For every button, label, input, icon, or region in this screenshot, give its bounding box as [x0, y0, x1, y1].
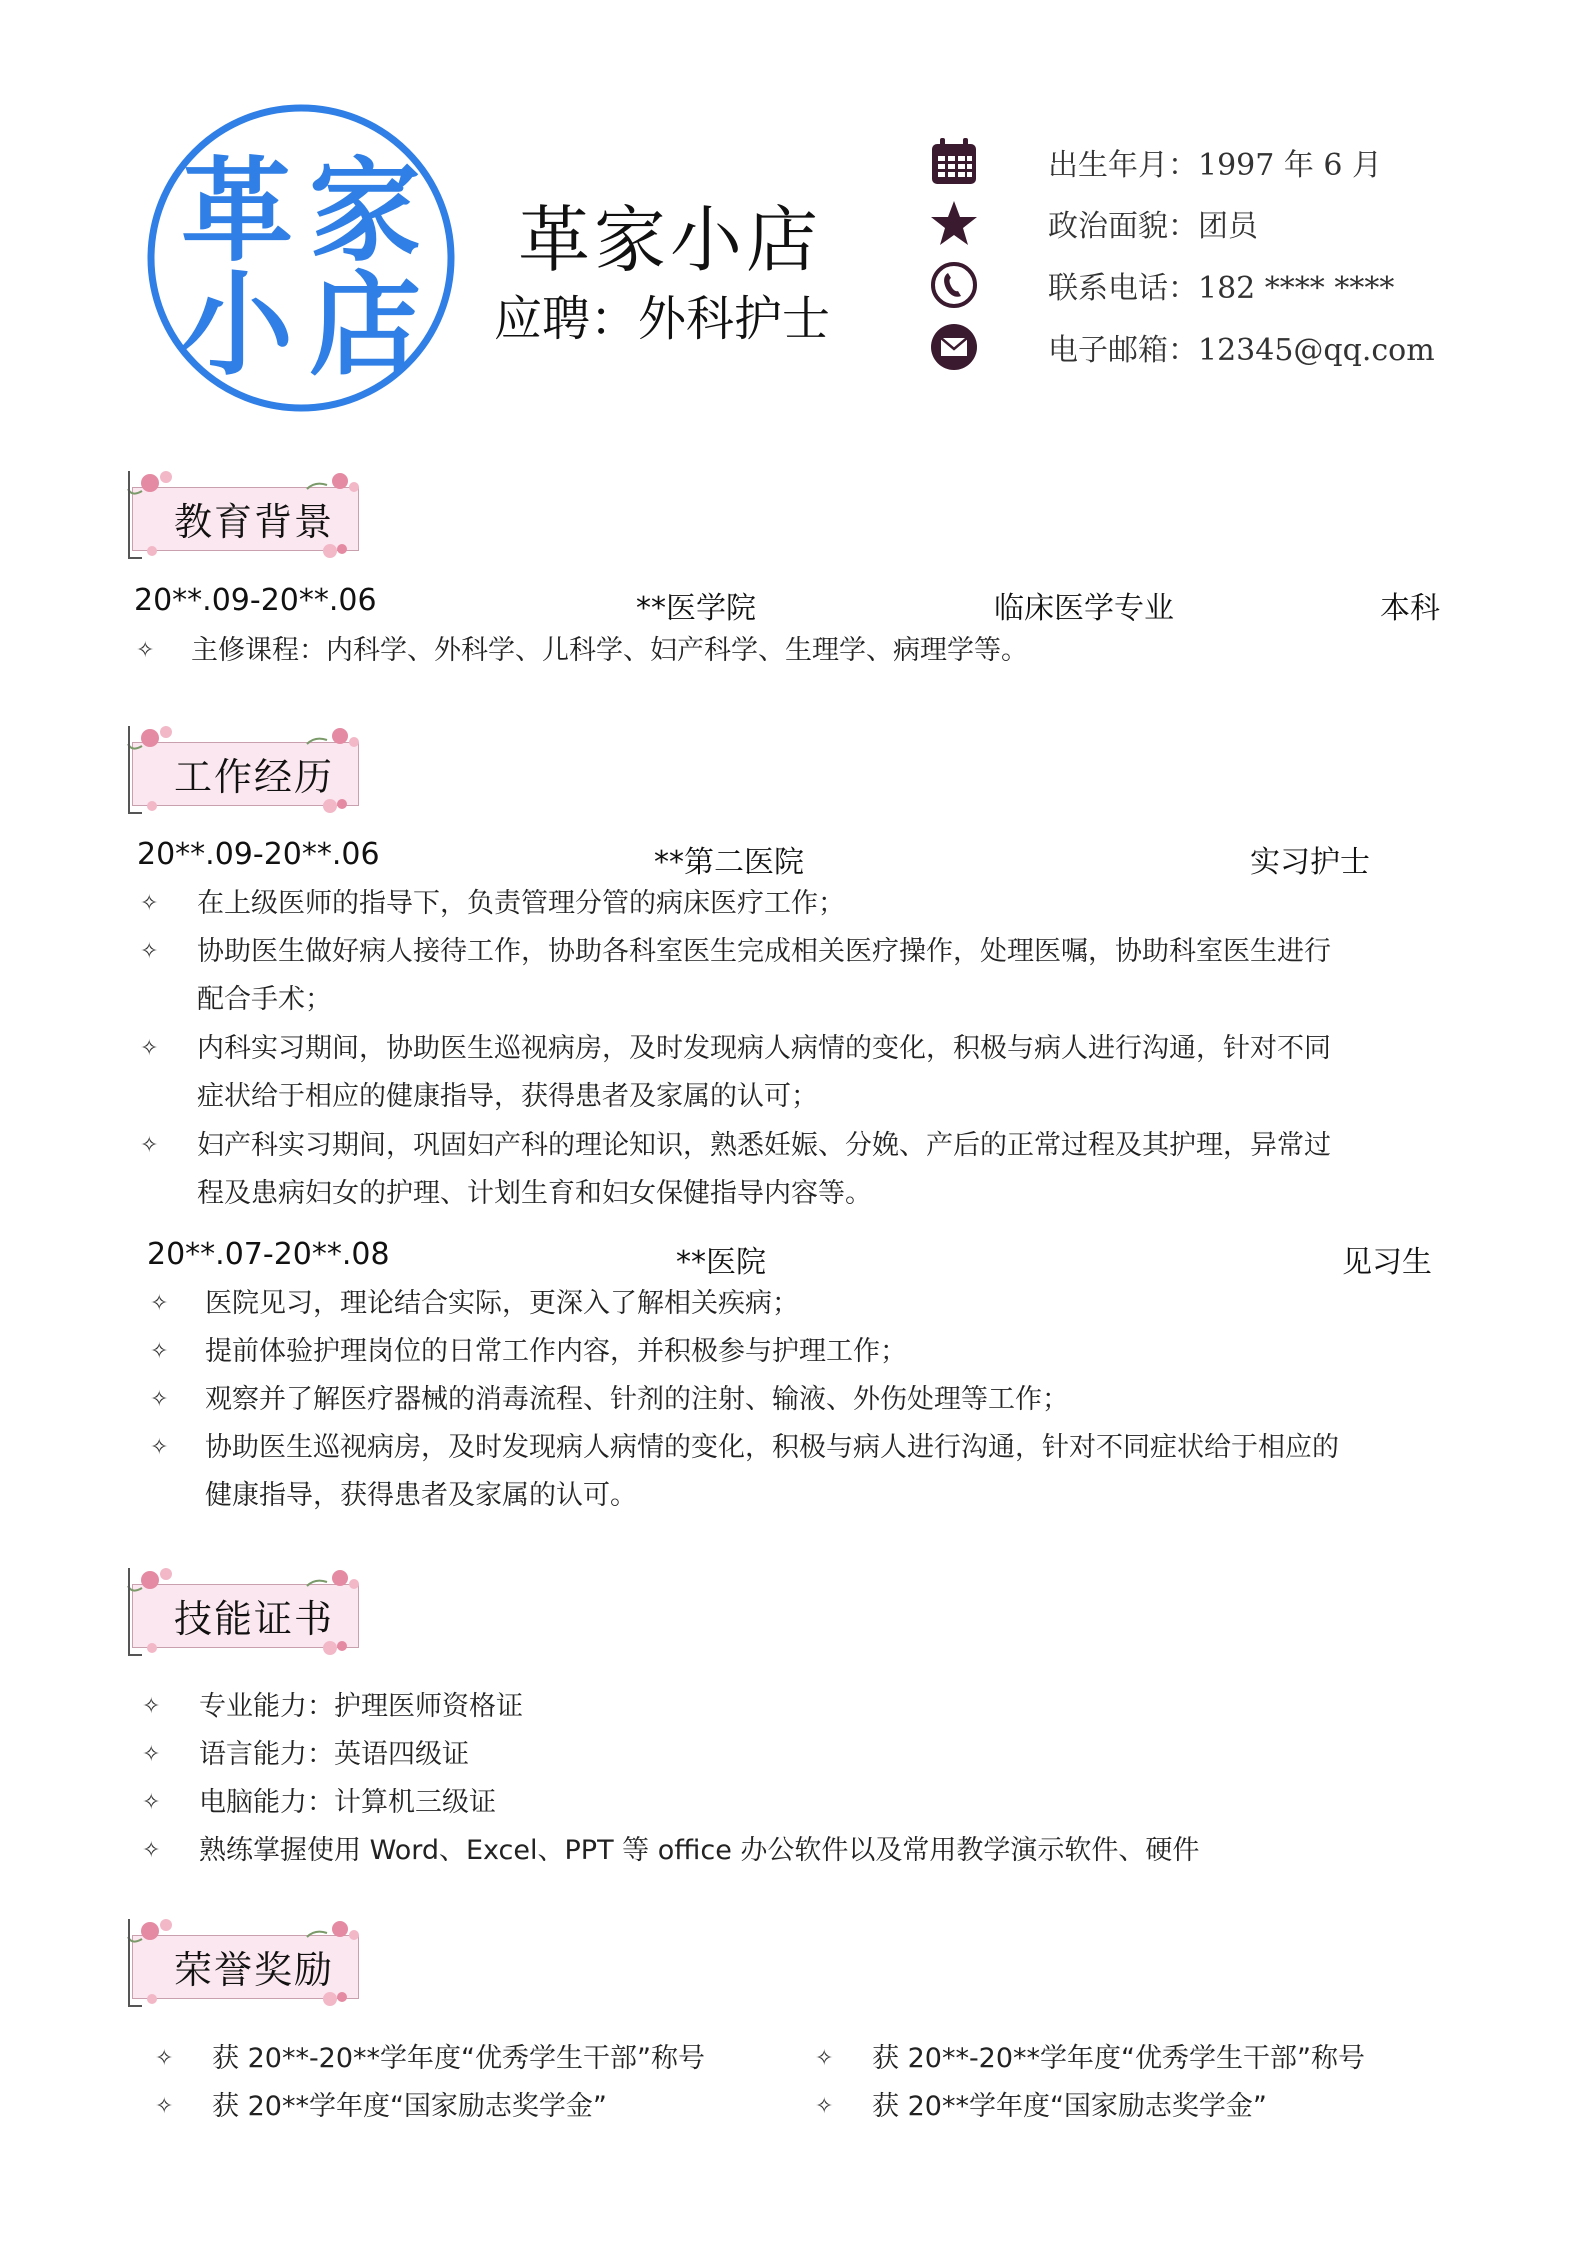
logo-char-1: 革	[181, 147, 293, 277]
edu-major: 临床医学专业	[994, 591, 1174, 626]
bullet-icon: ✧	[140, 1133, 159, 1158]
job-duty-item: ✧ 提前体验护理岗位的日常工作内容，并积极参与护理工作；	[150, 1328, 1470, 1376]
info-politics	[928, 198, 1258, 248]
bullet-icon: ✧	[140, 1036, 159, 1061]
bullet-icon: ✧	[142, 1790, 161, 1815]
job-date: 20**.09-20**.06	[137, 837, 380, 872]
bullet-icon: ✧	[150, 1435, 169, 1460]
honor-item: ✧ 获 20**-20**学年度“优秀学生干部”称号	[815, 2035, 1475, 2083]
job-objective: 应聘：外科护士	[494, 291, 831, 347]
politics-text: 政治面貌：团员	[1048, 209, 1258, 244]
honor-item: ✧ 获 20**学年度“国家励志奖学金”	[815, 2083, 1475, 2131]
section-title-honors	[122, 1913, 367, 2008]
logo-char-3: 小	[181, 261, 293, 391]
job-duty-item: ✧ 内科实习期间，协助医生巡视病房，及时发现病人病情的变化，积极与病人进行沟通，针对不同 症状给于相应的健康指导，获得患者及家属的认可；	[140, 1025, 1460, 1121]
bullet-icon: ✧	[142, 1742, 161, 1767]
section-title-work	[122, 720, 367, 815]
skill-item: ✧ 专业能力：护理医师资格证	[142, 1683, 1472, 1731]
logo-char-4: 店	[309, 261, 421, 391]
applicant-name: 革家小店	[518, 198, 823, 282]
section-title-skills	[122, 1562, 367, 1657]
bullet-icon: ✧	[140, 891, 159, 916]
section-title-text: 工作经历	[174, 755, 335, 799]
mail-icon	[928, 322, 980, 372]
edu-school: **医学院	[636, 591, 756, 626]
job-role: 实习护士	[1250, 845, 1370, 880]
job-duty-item: ✧ 协助医生做好病人接待工作，协助各科室医生完成相关医疗操作，处理医嘱，协助科室医生进行 配合手术；	[140, 928, 1460, 1024]
skill-item: ✧ 语言能力：英语四级证	[142, 1731, 1472, 1779]
skill-item: ✧ 电脑能力：计算机三级证	[142, 1779, 1472, 1827]
calendar-icon	[928, 137, 980, 187]
section-title-text: 技能证书	[174, 1597, 335, 1641]
edu-courses-item	[136, 627, 1466, 675]
phone-icon	[928, 260, 980, 310]
job-duty-item: ✧ 在上级医师的指导下，负责管理分管的病床医疗工作；	[140, 880, 1460, 928]
job-org: **第二医院	[654, 845, 804, 880]
job-duty-item: ✧ 医院见习，理论结合实际，更深入了解相关疾病；	[150, 1280, 1470, 1328]
section-title-education	[122, 465, 367, 560]
edu-courses: 主修课程：内科学、外科学、儿科学、妇产科学、生理学、病理学等。	[191, 635, 1028, 666]
logo-char-2: 家	[309, 147, 421, 277]
info-phone	[928, 260, 1394, 310]
bullet-icon: ✧	[150, 1387, 169, 1412]
bullet-icon: ✧	[136, 638, 155, 663]
job-duty-item: ✧ 协助医生巡视病房，及时发现病人病情的变化，积极与病人进行沟通，针对不同症状给于相应的 健康指导，获得患者及家属的认可。	[150, 1424, 1470, 1520]
job-duty-item: ✧ 妇产科实习期间，巩固妇产科的理论知识，熟悉妊娠、分娩、产后的正常过程及其护理，异常过 程及患病妇女的护理、计划生育和妇女保健指导内容等。	[140, 1122, 1460, 1218]
bullet-icon: ✧	[142, 1838, 161, 1863]
honor-item: ✧ 获 20**-20**学年度“优秀学生干部”称号	[155, 2035, 795, 2083]
honor-item: ✧ 获 20**学年度“国家励志奖学金”	[155, 2083, 795, 2131]
job-org: **医院	[676, 1245, 766, 1280]
bullet-icon: ✧	[155, 2094, 174, 2119]
section-title-text: 荣誉奖励	[174, 1948, 335, 1992]
phone-text: 联系电话：182 **** ****	[1048, 271, 1395, 306]
birth-text: 出生年月：1997 年 6 月	[1048, 148, 1383, 183]
bullet-icon: ✧	[140, 939, 159, 964]
info-email	[928, 322, 1435, 372]
bullet-icon: ✧	[815, 2094, 834, 2119]
info-birth	[928, 137, 1382, 187]
section-title-text: 教育背景	[174, 500, 335, 544]
bullet-icon: ✧	[142, 1694, 161, 1719]
job-duty-item: ✧ 观察并了解医疗器械的消毒流程、针剂的注射、输液、外伤处理等工作；	[150, 1376, 1470, 1424]
star-icon	[928, 198, 980, 248]
shop-logo-seal	[145, 102, 457, 414]
skill-item: ✧ 熟练掌握使用 Word、Excel、PPT 等 office 办公软件以及常用教学演示软件、硬件	[142, 1827, 1472, 1875]
edu-degree: 本科	[1380, 591, 1440, 626]
email-text: 电子邮箱：12345@qq.com	[1048, 333, 1435, 368]
bullet-icon: ✧	[150, 1339, 169, 1364]
job-role: 见习生	[1342, 1245, 1432, 1280]
edu-date: 20**.09-20**.06	[134, 583, 377, 618]
bullet-icon: ✧	[155, 2046, 174, 2071]
bullet-icon: ✧	[815, 2046, 834, 2071]
bullet-icon: ✧	[150, 1291, 169, 1316]
job-date: 20**.07-20**.08	[147, 1237, 390, 1272]
